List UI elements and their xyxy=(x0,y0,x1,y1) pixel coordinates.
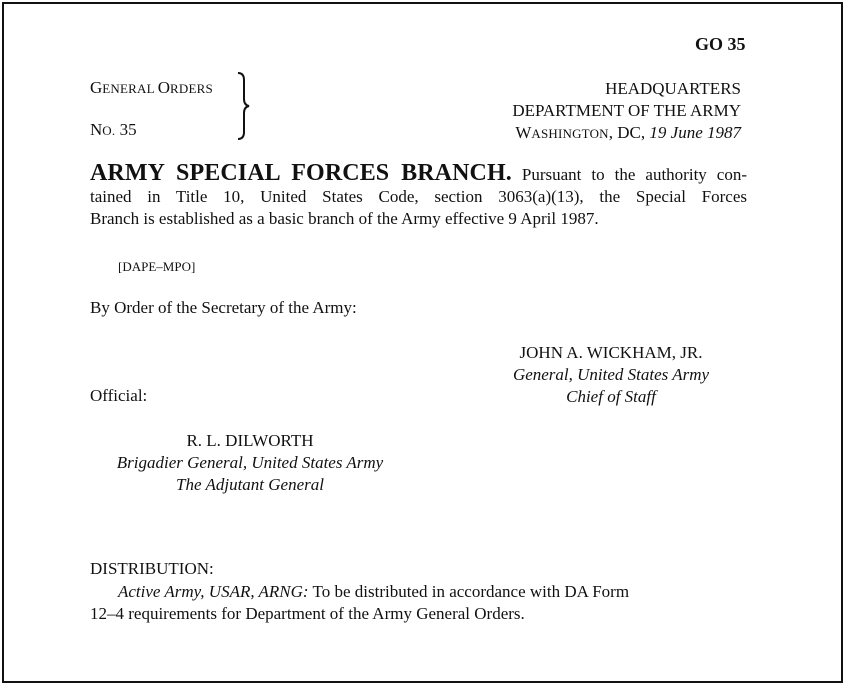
order-title: ARMY SPECIAL FORCES BRANCH. xyxy=(90,160,512,186)
distribution-heading: DISTRIBUTION: xyxy=(90,559,214,578)
brace-divider xyxy=(236,72,250,140)
by-order-line: By Order of the Secretary of the Army: xyxy=(90,298,357,317)
office-code: [DAPE–MPO] xyxy=(118,259,196,274)
distribution-recipients: Active Army, USAR, ARNG: xyxy=(118,582,309,601)
adjutant-block xyxy=(90,430,410,496)
hq-city-initial: W xyxy=(515,123,532,142)
signer-role: Chief of Staff xyxy=(566,387,656,406)
distribution-line-1-rest: To be distributed in accordance with DA Form xyxy=(308,582,630,601)
distribution-line-1 xyxy=(90,581,747,603)
orders-label-initial: G xyxy=(90,78,103,97)
hq-line-2: DEPARTMENT OF THE ARMY xyxy=(512,101,741,120)
hq-date: 19 June 1987 xyxy=(649,123,741,142)
headquarters-block xyxy=(512,78,741,145)
signer-title: General, United States Army xyxy=(512,365,710,384)
order-line-1-text: Pursuant to the authority con- xyxy=(521,165,748,184)
number-rest: O. xyxy=(102,123,116,138)
general-orders-label xyxy=(90,78,213,98)
orders-label-rest: ENERAL xyxy=(102,81,158,96)
hq-line-3 xyxy=(512,122,741,145)
number-value: 35 xyxy=(115,120,137,139)
signer-name: JOHN A. WICKHAM, JR. xyxy=(519,343,703,362)
order-line-1 xyxy=(90,162,747,186)
order-number xyxy=(90,120,137,140)
adjutant-title: Brigadier General, United States Army xyxy=(116,453,384,472)
distribution-line-2: 12–4 requirements for Department of the Army General Orders. xyxy=(90,604,525,623)
hq-city-suffix: , DC, xyxy=(608,123,650,142)
orders-label-rest-2: RDERS xyxy=(170,81,213,96)
orders-label-initial-2: O xyxy=(157,78,171,97)
document-page xyxy=(2,2,843,683)
signer-block xyxy=(481,342,741,408)
order-paragraph xyxy=(90,162,747,230)
order-line-2: tained in Title 10, United States Code, section 3063(a)(13), the Special Forces xyxy=(90,187,747,206)
number-initial: N xyxy=(90,120,103,139)
order-line-3: Branch is established as a basic branch of the Army effective 9 April 1987. xyxy=(90,209,599,228)
adjutant-name: R. L. DILWORTH xyxy=(186,431,314,450)
distribution-paragraph xyxy=(90,581,747,625)
hq-line-1: HEADQUARTERS xyxy=(605,79,741,98)
go-number: GO 35 xyxy=(695,34,746,54)
hq-city-rest: ASHINGTON xyxy=(531,126,609,141)
official-label: Official: xyxy=(90,386,148,405)
adjutant-role: The Adjutant General xyxy=(176,475,324,494)
